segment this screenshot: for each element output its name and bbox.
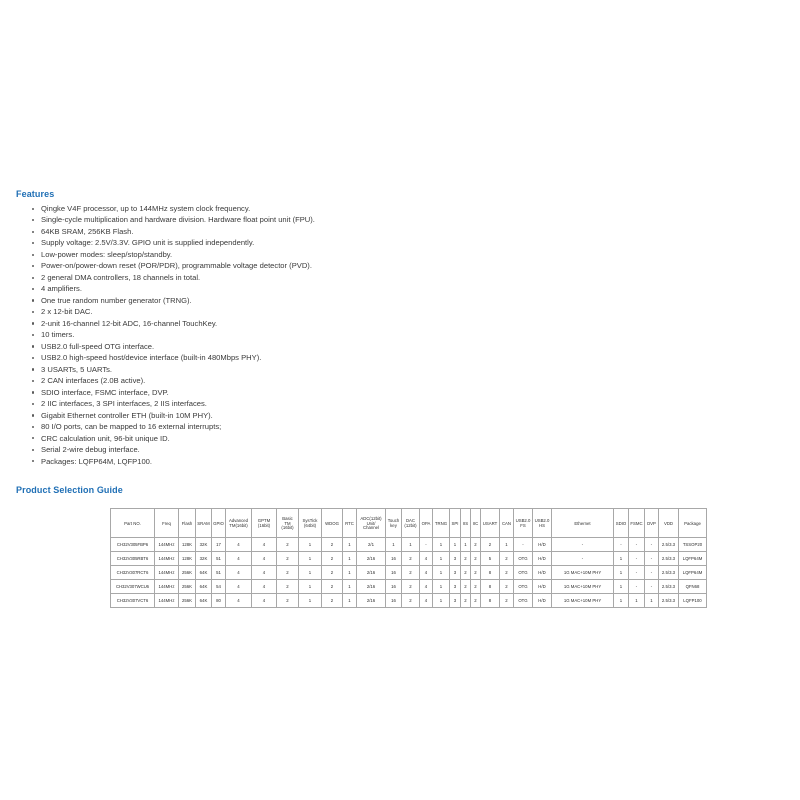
table-cell: H/D [533,580,552,594]
column-header-line: SDIO [615,520,627,526]
column-header [226,509,252,538]
table-cell: 1 [299,552,322,566]
table-cell: TSSOP20 [679,538,707,552]
column-header-line: USB2.0 [515,518,531,524]
table-cell: 128K [179,538,196,552]
column-header [461,509,471,538]
column-header-line: Package [684,520,701,526]
table-cell: 1 [386,538,402,552]
column-header [252,509,277,538]
table-cell: 1 [461,538,471,552]
table-cell: 4 [252,580,277,594]
table-cell: 8 [481,566,500,580]
column-header-line: (16bit) [281,525,294,531]
table-cell: 1 [433,538,450,552]
part-number-cell: CH32V307VCT6 [111,594,155,608]
column-header-line: Touch [387,518,400,524]
table-cell: 2 [277,580,299,594]
table-cell: 2 [277,552,299,566]
table-cell: 1 [433,594,450,608]
table-cell: 51 [212,552,226,566]
column-header [433,509,450,538]
table-cell: 1 [614,566,629,580]
feature-item: SDIO interface, FSMC interface, DVP. [30,387,315,398]
table-cell: 16 [386,580,402,594]
table-cell: 2 [402,594,420,608]
table-cell: 2 [277,594,299,608]
table-header [111,509,707,538]
features-list [30,203,315,467]
column-header-line: GPIO [213,520,224,526]
table-cell: 2/16 [357,552,386,566]
column-header [402,509,420,538]
table-cell: 1 [433,566,450,580]
table-cell: 1 [500,538,514,552]
table-cell: 2 [471,594,481,608]
table-cell: 16 [386,594,402,608]
feature-item: Single-cycle multiplication and hardware division. Hardware float point unit (FPU). [30,214,315,225]
table-cell: OTG [514,580,533,594]
table-cell: 3 [450,594,461,608]
table-cell: 2/16 [357,566,386,580]
table-cell: 32K [196,538,212,552]
table-cell: 1 [343,566,357,580]
feature-item: CRC calculation unit, 96-bit unique ID. [30,433,315,444]
column-header [111,509,155,538]
feature-item: 2-unit 16-channel 12-bit ADC, 16-channel TouchKey. [30,318,315,329]
column-header [471,509,481,538]
table-cell: 1 [614,594,629,608]
table-row [111,538,707,552]
features-heading: Features [16,189,55,199]
table-cell: 1 [614,580,629,594]
column-header-line: key [390,523,397,528]
table-cell: 51 [212,566,226,580]
table-cell: 2 [277,538,299,552]
table-cell: 1 [629,594,645,608]
column-header [659,509,679,538]
table-cell: 128K [179,552,196,566]
table-cell: 2 [500,552,514,566]
column-header-line: TRNG [434,520,448,526]
column-header-line: CAN [501,520,512,526]
table-cell: 4 [226,538,252,552]
column-header-line: Flash [181,520,193,526]
table-header-row [111,509,707,538]
table-cell: 2 [471,552,481,566]
table-cell: 256K [179,594,196,608]
column-header-line: VDD [663,520,674,526]
feature-item: 64KB SRAM, 256KB Flash. [30,226,315,237]
feature-item: 2 IIC interfaces, 3 SPI interfaces, 2 IIS interfaces. [30,398,315,409]
column-header-line: IIC [472,520,479,526]
table-cell: 1 [645,594,659,608]
table-cell: 4 [252,566,277,580]
table-cell: 2 [277,566,299,580]
table-cell: 1 [343,594,357,608]
table-cell: 17 [212,538,226,552]
table-cell: H/D [533,538,552,552]
column-header-line: TM(16bit) [229,523,248,528]
product-selection-table-wrapper [110,508,707,608]
table-cell: 8 [481,594,500,608]
table-cell: 4 [420,552,433,566]
table-cell: LQFP64M [679,552,707,566]
column-header-line: RTC [345,520,354,526]
column-header [357,509,386,538]
feature-item: Gigabit Ethernet controller ETH (built-in 10M PHY). [30,410,315,421]
table-cell: - [514,538,533,552]
table-cell: 1 [343,552,357,566]
table-cell: 4 [252,594,277,608]
table-cell: 2/16 [357,594,386,608]
table-cell: 2 [500,566,514,580]
table-cell: 1 [299,566,322,580]
table-cell: 2 [322,566,343,580]
feature-item: USB2.0 full-speed OTG interface. [30,341,315,352]
table-cell: 256K [179,580,196,594]
table-cell: 144MHz [155,594,179,608]
table-cell: 5 [481,552,500,566]
product-selection-table [110,508,707,608]
table-cell: - [645,538,659,552]
feature-item: 4 amplifiers. [30,283,315,294]
table-cell: 4 [420,594,433,608]
table-cell: - [645,566,659,580]
table-cell: 2 [500,594,514,608]
table-cell: 8 [481,580,500,594]
feature-item: 2 CAN interfaces (2.0B active). [30,375,315,386]
table-cell: 64K [196,566,212,580]
table-cell: 1 [299,594,322,608]
product-selection-guide-heading: Product Selection Guide [16,485,123,495]
table-cell: 64K [196,594,212,608]
table-cell: 144MHz [155,552,179,566]
table-cell: 2 [461,580,471,594]
table-cell: 2 [402,580,420,594]
column-header-line: OPA [421,520,431,526]
table-cell: 256K [179,566,196,580]
table-cell: 2 [402,566,420,580]
feature-item: Supply voltage: 2.5V/3.3V. GPIO unit is supplied independently. [30,237,315,248]
column-header-line: USB2.0 [534,518,550,524]
column-header-line: SRAM [197,520,210,526]
column-header-line: FS [520,523,526,528]
part-number-cell: CH32V305FBP6 [111,538,155,552]
table-cell: 2 [322,580,343,594]
table-cell: 2 [322,552,343,566]
column-header-line: Advanced [228,518,249,524]
column-header-line: Freq [162,520,171,526]
table-cell: - [552,538,614,552]
table-cell: 1 [299,580,322,594]
column-header-line: SysTick [302,518,318,524]
table-cell: 1G MAC+10M PHY [552,594,614,608]
table-cell: 2 [461,552,471,566]
column-header-line: GPTM [257,518,271,524]
column-header-line: WDOG [325,520,339,526]
column-header-line: DAC [405,518,416,524]
column-header-line: Unit/ [366,520,376,526]
table-cell: - [645,580,659,594]
column-header [386,509,402,538]
table-cell: 144MHz [155,566,179,580]
column-header-line: TM [284,520,291,526]
feature-item: 80 I/O ports, can be mapped to 16 external interrupts; [30,421,315,432]
table-cell: 1 [433,552,450,566]
table-cell: 4 [226,552,252,566]
feature-item: One true random number generator (TRNG). [30,295,315,306]
column-header-line: HS [539,523,545,528]
column-header [500,509,514,538]
table-cell: 4 [420,580,433,594]
table-cell: 2/1 [357,538,386,552]
table-cell: 2 [322,538,343,552]
table-cell: 2.5/3.3 [659,594,679,608]
column-header-line: Basic [282,515,293,521]
table-cell: 1 [433,580,450,594]
table-cell: 32K [196,552,212,566]
column-header [629,509,645,538]
table-row [111,580,707,594]
column-header-line: ADC(12bit) [360,515,382,521]
table-cell: 1 [343,580,357,594]
column-header [533,509,552,538]
column-header [179,509,196,538]
table-cell: H/D [533,552,552,566]
table-cell: - [420,538,433,552]
table-cell: H/D [533,594,552,608]
column-header [679,509,707,538]
table-cell: LQFP64M [679,566,707,580]
table-cell: 2.5/3.3 [659,552,679,566]
column-header [645,509,659,538]
table-cell: 3 [450,566,461,580]
table-cell: - [645,552,659,566]
table-cell: H/D [533,566,552,580]
table-cell: 1 [614,552,629,566]
column-header [552,509,614,538]
part-number-cell: CH32V307RCT6 [111,566,155,580]
table-cell: LQFP100 [679,594,707,608]
column-header [322,509,343,538]
column-header-line: FSMC [630,520,643,526]
feature-item: USB2.0 high-speed host/device interface (built-in 480Mbps PHY). [30,352,315,363]
table-cell: - [629,538,645,552]
table-cell: - [629,580,645,594]
column-header [614,509,629,538]
table-cell: 2.5/3.3 [659,580,679,594]
table-cell: 4 [252,552,277,566]
table-cell: 1G MAC+10M PHY [552,580,614,594]
table-cell: 2 [471,566,481,580]
table-body [111,538,707,608]
column-header [155,509,179,538]
column-header [277,509,299,538]
column-header-line: Channel [362,525,379,531]
column-header-line: (64bit) [303,523,317,528]
table-cell: 2 [471,538,481,552]
part-number-cell: CH32V307WCU6 [111,580,155,594]
feature-item: Low-power modes: sleep/stop/standby. [30,249,315,260]
column-header [420,509,433,538]
table-cell: - [629,552,645,566]
feature-item: Packages: LQFP64M, LQFP100. [30,456,315,467]
column-header-line: (12bit) [404,523,417,528]
table-cell: OTG [514,552,533,566]
table-cell: 3 [450,552,461,566]
table-row [111,594,707,608]
table-cell: 2.5/3.3 [659,566,679,580]
table-cell: 1G MAC+10M PHY [552,566,614,580]
table-cell: 80 [212,594,226,608]
table-cell: 2 [402,552,420,566]
table-cell: 2 [481,538,500,552]
table-cell: 144MHz [155,538,179,552]
table-cell: - [629,566,645,580]
table-row [111,552,707,566]
column-header [196,509,212,538]
column-header [299,509,322,538]
table-cell: 1 [299,538,322,552]
table-cell: 1 [343,538,357,552]
column-header-line: Part NO. [124,520,141,526]
column-header-line: USART [482,520,498,526]
table-cell: 54 [212,580,226,594]
table-cell: 2/16 [357,580,386,594]
table-cell: 1 [402,538,420,552]
table-cell: 2.5/3.3 [659,538,679,552]
column-header [343,509,357,538]
table-cell: 3 [450,580,461,594]
feature-item: Qingke V4F processor, up to 144MHz system clock frequency. [30,203,315,214]
column-header [212,509,226,538]
table-cell: 2 [461,566,471,580]
column-header-line: IIS [462,520,469,526]
feature-item: Power-on/power-down reset (POR/PDR), programmable voltage detector (PVD). [30,260,315,271]
table-cell: 4 [226,566,252,580]
table-cell: 144MHz [155,580,179,594]
feature-item: 2 general DMA controllers, 18 channels in total. [30,272,315,283]
feature-item: 3 USARTs, 5 UARTs. [30,364,315,375]
table-cell: 2 [500,580,514,594]
feature-item: 10 timers. [30,329,315,340]
table-cell: - [552,552,614,566]
column-header-line: SPI [451,520,459,526]
table-cell: OTG [514,566,533,580]
table-cell: 2 [461,594,471,608]
table-cell: 4 [420,566,433,580]
table-cell: 1 [450,538,461,552]
table-cell: 16 [386,552,402,566]
column-header [514,509,533,538]
column-header-line: (16bit) [257,523,271,528]
table-cell: OTG [514,594,533,608]
feature-item: Serial 2-wire debug interface. [30,444,315,455]
column-header [450,509,461,538]
table-cell: 2 [322,594,343,608]
table-cell: 2 [471,580,481,594]
table-cell: 4 [226,580,252,594]
part-number-cell: CH32V305RBT6 [111,552,155,566]
feature-item: 2 x 12-bit DAC. [30,306,315,317]
column-header [481,509,500,538]
table-cell: 64K [196,580,212,594]
table-cell: QFN68 [679,580,707,594]
table-cell: 4 [226,594,252,608]
column-header-line: DVP [647,520,656,526]
table-cell: - [614,538,629,552]
table-cell: 4 [252,538,277,552]
table-row [111,566,707,580]
table-cell: 16 [386,566,402,580]
column-header-line: Ethernet [574,520,591,526]
